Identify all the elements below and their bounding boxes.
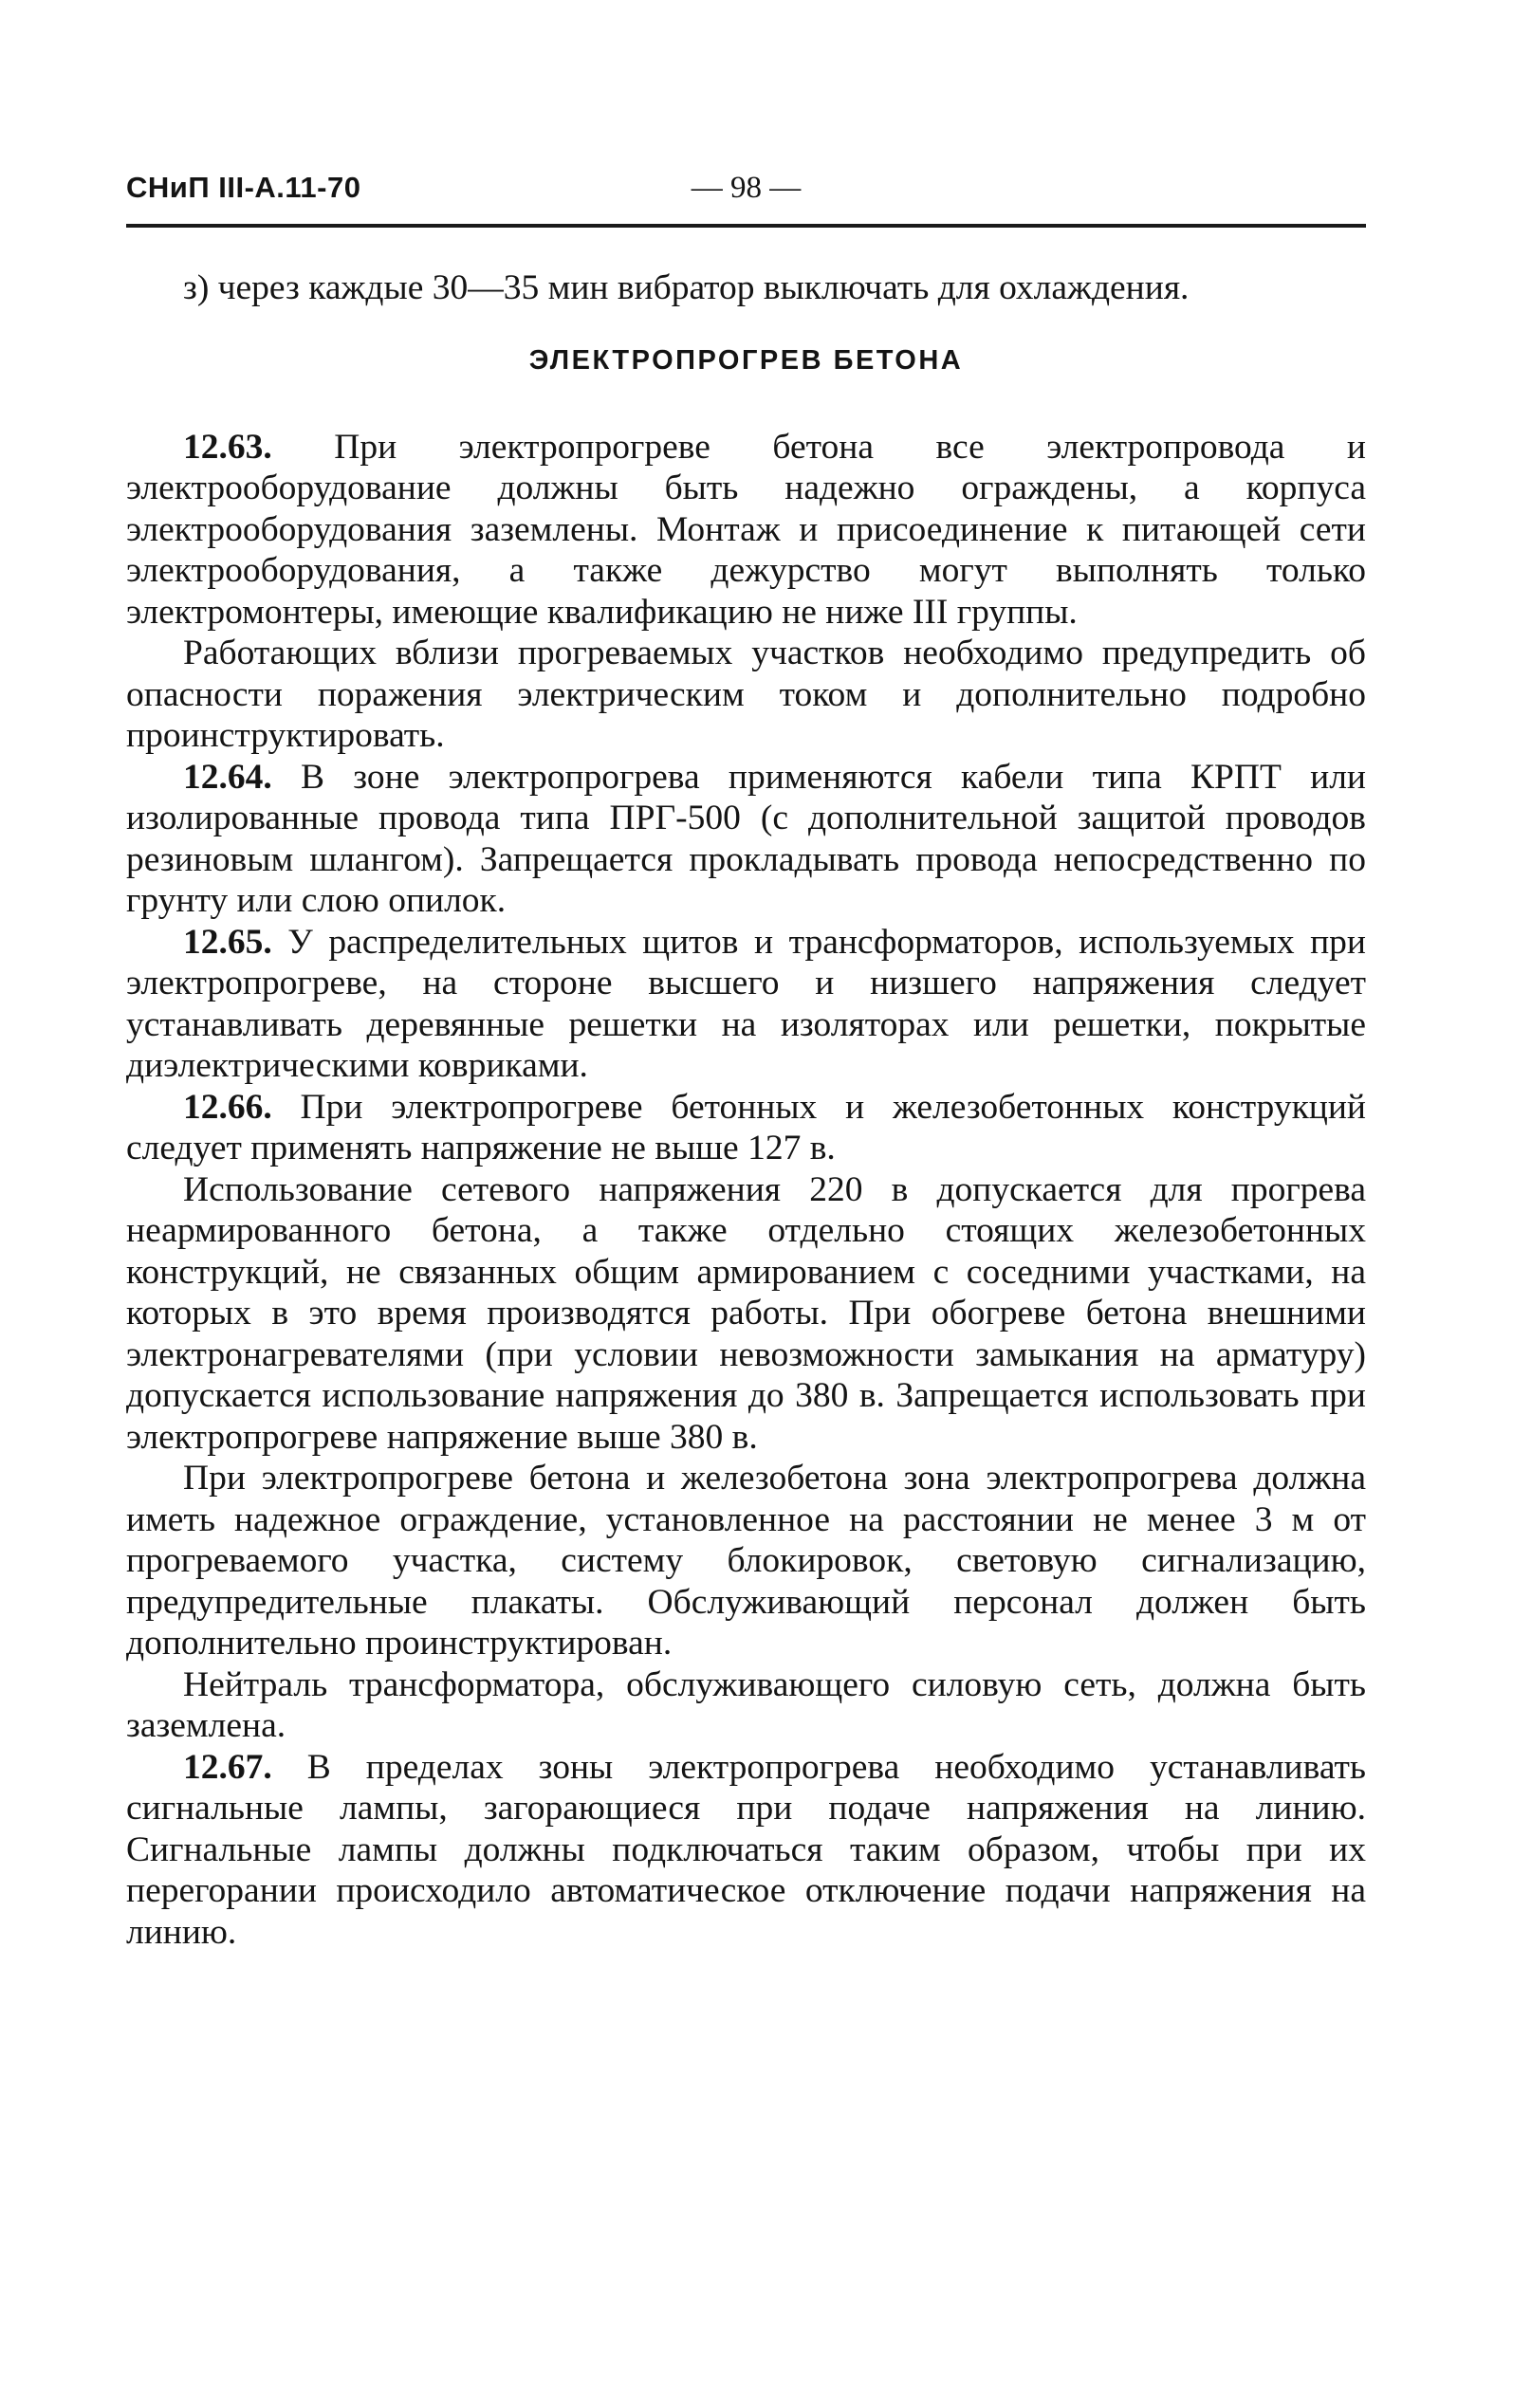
paragraph-12-66 bbox=[126, 1087, 1366, 1169]
paragraph-12-65 bbox=[126, 922, 1366, 1087]
paragraph-12-67 bbox=[126, 1747, 1366, 1954]
paragraph-z: з) через каждые 30—35 мин вибратор выключать для охлаждения. bbox=[183, 268, 1190, 307]
page-number: — 98 — bbox=[691, 171, 802, 205]
clause-text: В пределах зоны электропрогрева необходимо устанавливать сигнальные лампы, загорающиеся при подаче напряжения на линию. Сигнальные лампы должны подключаться таким образом, чтобы при их перегорании происходило автоматическое отключение подачи напряжения на линию. bbox=[126, 1747, 1366, 1952]
clause-text: В зоне электропрогрева применяются кабели типа КРПТ или изолированные провода типа ПРГ-500 (с дополнительной защитой проводов резиновым шлангом). Запрещается прокладывать провода непосредственно по грунту или слою опилок. bbox=[126, 757, 1366, 920]
clause-number: 12.64. bbox=[183, 757, 272, 797]
paragraph-12-64 bbox=[126, 757, 1366, 922]
document-code: СНиП III-А.11-70 bbox=[126, 171, 361, 204]
document-page bbox=[126, 171, 1366, 1953]
paragraph-12-63-b: Работающих вблизи прогреваемых участков необходимо предупредить об опасности поражения электрическим током и дополнительно подробно проинструктировать. bbox=[126, 634, 1366, 755]
clause-text: При электропрогреве бетонных и железобетонных конструкций следует применять напряжение не выше 127 в. bbox=[126, 1087, 1366, 1167]
paragraph-12-66-d: Нейтраль трансформатора, обслуживающего силовую сеть, должна быть заземлена. bbox=[126, 1664, 1366, 1745]
paragraph-12-66-c: При электропрогреве бетона и железобетона зона электропрогрева должна иметь надежное ограждение, установленное на расстоянии не менее 3 м от прогреваемого участка, систему блокировок, световую сигнализацию, предупредительные плакаты. Обслуживающий персонал должен быть дополнительно проинструктирован. bbox=[126, 1459, 1366, 1663]
clause-number: 12.67. bbox=[183, 1747, 272, 1787]
section-heading: ЭЛЕКТРОПРОГРЕВ БЕТОНА bbox=[528, 344, 964, 376]
clause-text: У распределительных щитов и трансформаторов, используемых при электропрогреве, на стороне высшего и низшего напряжения следует устанавливать деревянные решетки на изоляторах или решетки, покрытые диэлектрическими ковриками. bbox=[126, 922, 1366, 1085]
clause-text: При электропрогреве бетона все электропровода и электрооборудование должны быть надежно ограждены, а корпуса электрооборудования заземлены. Монтаж и присоединение к питающей сети электрооборудования, а также дежурство могут выполнять только электромонтеры, имеющие квалификацию не ниже III группы. bbox=[126, 427, 1366, 632]
paragraph-12-63 bbox=[126, 427, 1366, 634]
document-body bbox=[126, 267, 1366, 1953]
header-rule bbox=[126, 224, 1366, 228]
clause-number: 12.65. bbox=[183, 922, 272, 962]
clause-number: 12.66. bbox=[183, 1087, 272, 1127]
clause-number: 12.63. bbox=[183, 427, 272, 467]
paragraph-12-66-b: Использование сетевого напряжения 220 в допускается для прогрева неармированного бетона, а также отдельно стоящих железобетонных конструкций, не связанных общим армированием с соседними участками, на которых в это время производятся работы. При обогреве бетона внешними электронагревателями (при условии невозможности замыкания на арматуру) допускается использование напряжения до 380 в. Запрещается использовать при электропрогреве напряжение выше 380 в. bbox=[126, 1169, 1366, 1457]
page-header bbox=[126, 171, 1366, 226]
